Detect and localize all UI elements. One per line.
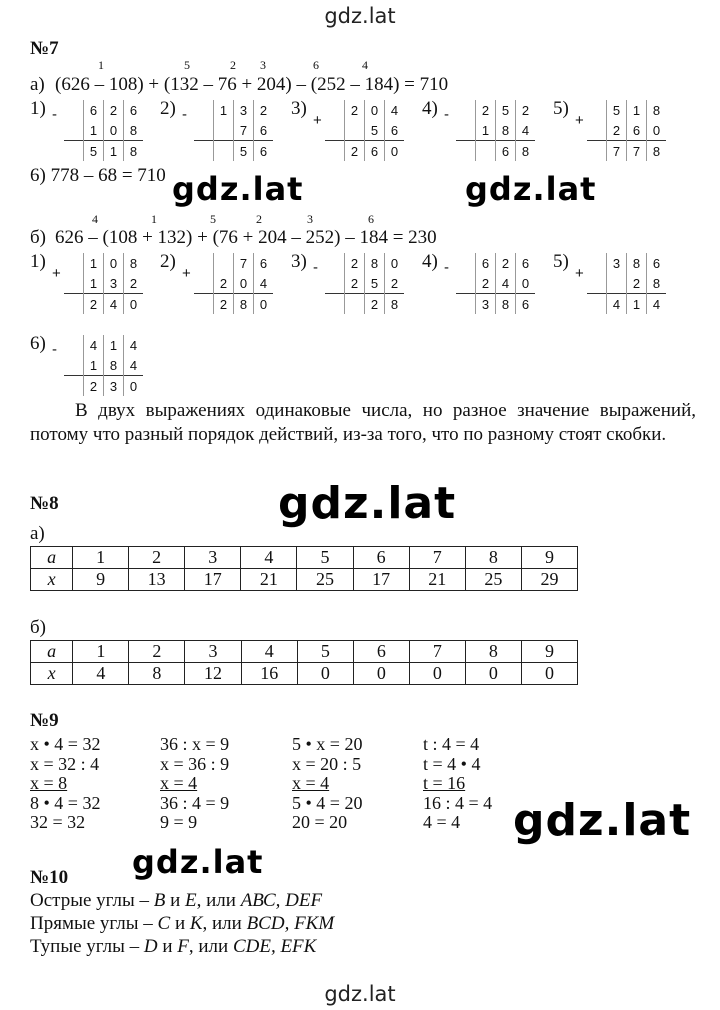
table-cell: 2 — [129, 641, 185, 663]
step-label: 2) — [160, 251, 176, 272]
step-label: 1) — [30, 98, 46, 119]
digit-cell: 2 — [607, 120, 627, 141]
digit-cell: 8 — [647, 141, 667, 162]
digit-cell: 8 — [234, 294, 254, 315]
equation-line: x = 4 — [160, 773, 198, 793]
digit-cell: 0 — [104, 253, 124, 273]
step-6-a: 6) 778 – 68 = 710 — [30, 165, 166, 186]
expression-b: 626 – (108 + 132) + (76 + 204 – 252) – 184 = 230 — [55, 227, 437, 248]
digit-cell — [607, 273, 627, 294]
table-row — [31, 663, 578, 685]
digit-cell: 2 — [476, 100, 496, 120]
digit-cell: 0 — [124, 294, 144, 315]
digit-cell — [214, 141, 234, 162]
digit-cell: 8 — [124, 120, 144, 141]
table-cell: 2 — [129, 547, 185, 569]
table-row — [31, 569, 578, 591]
step-label: 3) — [291, 251, 307, 272]
digit-cell: 0 — [365, 100, 385, 120]
watermark: gdz.lat — [172, 170, 304, 208]
row-header: а — [31, 547, 73, 569]
digit-cell: 2 — [104, 100, 124, 120]
table-cell: 29 — [521, 569, 577, 591]
equation-line: 4 = 4 — [423, 812, 461, 832]
digit-cell: 3 — [104, 376, 124, 397]
column-calculation — [194, 253, 273, 314]
table-cell: 16 — [241, 663, 297, 685]
digit-cell: 1 — [84, 253, 104, 273]
digit-cell: 1 — [84, 355, 104, 376]
digit-cell: 7 — [627, 141, 647, 162]
table-cell: 0 — [465, 663, 521, 685]
order-mark: 1 — [98, 58, 104, 72]
digit-cell: 8 — [496, 120, 516, 141]
order-mark: 3 — [260, 58, 266, 72]
column-calculation — [456, 100, 535, 161]
digit-cell: 8 — [516, 141, 536, 162]
angle-text: F — [177, 936, 189, 957]
digit-cell — [345, 294, 365, 315]
equation-line: 36 : 4 = 9 — [160, 792, 230, 813]
angle-line — [30, 936, 316, 958]
digit-cell: 6 — [84, 100, 104, 120]
table-cell: 9 — [521, 641, 577, 663]
table-cell: 4 — [241, 547, 297, 569]
table-cell: 7 — [409, 641, 465, 663]
column-calculation — [325, 253, 404, 314]
digit-cell: 8 — [647, 273, 667, 294]
angle-text: и — [165, 890, 185, 911]
operator-sign: - — [313, 259, 318, 276]
digit-cell: 7 — [234, 120, 254, 141]
digit-cell: 6 — [647, 253, 667, 273]
equation-line: 5 • 4 = 20 — [292, 792, 363, 813]
order-mark: 2 — [230, 58, 236, 72]
digit-cell: 4 — [516, 120, 536, 141]
operator-sign: + — [575, 265, 584, 282]
watermark: gdz.lat — [465, 170, 597, 208]
digit-cell: 6 — [254, 141, 274, 162]
operator-sign: + — [52, 265, 61, 282]
digit-cell: 6 — [516, 294, 536, 315]
digit-cell — [476, 141, 496, 162]
operator-sign: - — [444, 106, 449, 123]
table-cell: 25 — [297, 569, 353, 591]
step-label: 4) — [422, 251, 438, 272]
digit-cell: 6 — [365, 141, 385, 162]
digit-cell: 4 — [385, 100, 405, 120]
table-cell: 0 — [297, 663, 353, 685]
digit-cell: 5 — [234, 141, 254, 162]
digit-cell: 8 — [365, 253, 385, 273]
digit-cell: 7 — [607, 141, 627, 162]
part-a-prefix: а) — [30, 74, 45, 95]
digit-cell: 0 — [104, 120, 124, 141]
operator-sign: + — [182, 265, 191, 282]
digit-cell: 1 — [84, 120, 104, 141]
table-cell: 5 — [297, 547, 353, 569]
table-cell: 4 — [73, 663, 129, 685]
conclusion-text: В двух выражениях одинаковые числа, но разное значение выражений, потому что разный порядок действий, из-за того, что по разному стоят скобки. — [30, 400, 696, 445]
digit-cell: 5 — [365, 273, 385, 294]
digit-cell: 0 — [254, 294, 274, 315]
step-label: 4) — [422, 98, 438, 119]
angle-text: Прямые углы – — [30, 913, 158, 934]
equation-line: 32 = 32 — [30, 812, 86, 832]
table-cell: 3 — [185, 641, 241, 663]
digit-cell: 3 — [234, 100, 254, 120]
angle-text: и — [157, 936, 178, 957]
digit-cell: 1 — [627, 100, 647, 120]
row-header: а — [31, 641, 73, 663]
digit-cell: 8 — [627, 253, 647, 273]
digit-cell: 6 — [476, 253, 496, 273]
watermark: gdz.lat — [132, 843, 264, 881]
angle-text: Тупые углы – — [30, 936, 144, 957]
digit-cell — [345, 120, 365, 141]
table-cell: 9 — [521, 547, 577, 569]
equation-column — [160, 735, 229, 833]
digit-cell: 4 — [647, 294, 667, 315]
table-cell: 1 — [73, 547, 129, 569]
table-cell: 17 — [185, 569, 241, 591]
order-mark: 6 — [313, 58, 319, 72]
digit-cell: 0 — [516, 273, 536, 294]
digit-cell: 8 — [104, 355, 124, 376]
equation-line: 5 • x = 20 — [292, 734, 363, 754]
table-cell: 21 — [409, 569, 465, 591]
angle-text: , или — [188, 936, 233, 957]
digit-cell: 6 — [516, 253, 536, 273]
column-calculation — [587, 253, 666, 314]
digit-cell: 3 — [607, 253, 627, 273]
table-cell: 0 — [409, 663, 465, 685]
digit-cell: 2 — [124, 273, 144, 294]
angle-text: , или — [202, 913, 247, 934]
table-cell: 4 — [241, 641, 297, 663]
angle-text: К — [189, 913, 203, 934]
order-mark: 6 — [368, 212, 374, 226]
digit-cell: 2 — [627, 273, 647, 294]
digit-cell: 4 — [124, 335, 144, 355]
digit-cell: 2 — [214, 294, 234, 315]
digit-cell: 0 — [385, 253, 405, 273]
table-cell: 8 — [129, 663, 185, 685]
equation-line: t = 16 — [423, 773, 466, 793]
equation-column — [292, 735, 362, 833]
order-mark: 1 — [151, 212, 157, 226]
table-cell: 0 — [353, 663, 409, 685]
column-calculation — [64, 253, 143, 314]
digit-cell: 2 — [345, 141, 365, 162]
digit-cell: 2 — [214, 273, 234, 294]
task-7-heading: №7 — [30, 38, 59, 59]
digit-cell: 4 — [496, 273, 516, 294]
digit-cell: 2 — [84, 376, 104, 397]
table-cell: 5 — [297, 641, 353, 663]
row-header: х — [31, 569, 73, 591]
table-cell: 25 — [465, 569, 521, 591]
table-cell: 6 — [353, 547, 409, 569]
angle-text: D — [143, 936, 158, 957]
equation-line: x = 8 — [30, 773, 68, 793]
digit-cell: 2 — [476, 273, 496, 294]
column-calculation — [456, 253, 535, 314]
table-cell: 1 — [73, 641, 129, 663]
digit-cell: 2 — [516, 100, 536, 120]
angle-text: , или — [196, 890, 241, 911]
digit-cell: 2 — [345, 100, 365, 120]
table-cell: 12 — [185, 663, 241, 685]
table-row — [31, 641, 578, 663]
order-mark: 3 — [307, 212, 313, 226]
table-cell: 9 — [73, 569, 129, 591]
table-cell: 3 — [185, 547, 241, 569]
digit-cell: 8 — [496, 294, 516, 315]
digit-cell: 6 — [124, 100, 144, 120]
watermark: gdz.lat — [513, 795, 692, 846]
angle-text: В — [153, 890, 166, 911]
digit-cell: 5 — [84, 141, 104, 162]
operator-sign: - — [52, 341, 57, 358]
equation-line: x = 36 : 9 — [160, 753, 230, 774]
angle-text: и — [170, 913, 190, 934]
step-label: 1) — [30, 251, 46, 272]
operator-sign: - — [52, 106, 57, 123]
equation-column — [423, 735, 492, 833]
digit-cell: 4 — [124, 355, 144, 376]
equation-line: x = 20 : 5 — [292, 753, 362, 774]
column-calculation — [587, 100, 666, 161]
table-cell: 6 — [353, 641, 409, 663]
order-mark: 5 — [210, 212, 216, 226]
digit-cell: 1 — [84, 273, 104, 294]
table-cell: 0 — [521, 663, 577, 685]
equation-line: x = 32 : 4 — [30, 753, 100, 774]
task-8-heading: №8 — [30, 493, 59, 514]
angle-text: Е — [185, 890, 197, 911]
angle-line — [30, 890, 322, 912]
equation-line: 9 = 9 — [160, 812, 198, 832]
operator-sign: + — [313, 112, 322, 129]
angle-text: BCD, FKM — [246, 913, 335, 934]
operator-sign: + — [575, 112, 584, 129]
digit-cell: 0 — [385, 141, 405, 162]
digit-cell: 6 — [496, 141, 516, 162]
digit-cell: 3 — [476, 294, 496, 315]
step-label: 5) — [553, 251, 569, 272]
equation-line: t : 4 = 4 — [423, 734, 480, 754]
table-cell: 8 — [465, 547, 521, 569]
part-b-label: б) — [30, 617, 46, 638]
digit-cell: 4 — [84, 335, 104, 355]
row-header: х — [31, 663, 73, 685]
task-10-heading: №10 — [30, 867, 69, 888]
angle-text: С — [157, 913, 171, 934]
digit-cell: 6 — [254, 120, 274, 141]
digit-cell: 6 — [254, 253, 274, 273]
equation-line: 16 : 4 = 4 — [423, 792, 493, 813]
digit-cell: 4 — [607, 294, 627, 315]
column-calculation — [194, 100, 273, 161]
table-b — [30, 640, 578, 685]
order-mark: 4 — [92, 212, 98, 226]
equation-line: 36 : x = 9 — [160, 734, 230, 754]
digit-cell: 2 — [496, 253, 516, 273]
task-9-heading: №9 — [30, 710, 59, 731]
digit-cell: 6 — [627, 120, 647, 141]
table-cell: 13 — [129, 569, 185, 591]
equation-line: t = 4 • 4 — [423, 753, 481, 774]
digit-cell: 0 — [124, 376, 144, 397]
digit-cell: 8 — [124, 253, 144, 273]
digit-cell: 8 — [385, 294, 405, 315]
angle-text: CDE, EFK — [232, 936, 317, 957]
angle-line — [30, 913, 334, 935]
part-b-prefix: б) — [30, 227, 46, 248]
table-a — [30, 546, 578, 591]
digit-cell: 2 — [345, 273, 365, 294]
column-calculation — [64, 100, 143, 161]
order-mark: 2 — [256, 212, 262, 226]
digit-cell: 3 — [104, 273, 124, 294]
digit-cell: 1 — [476, 120, 496, 141]
table-cell: 7 — [409, 547, 465, 569]
digit-cell: 1 — [214, 100, 234, 120]
digit-cell: 2 — [345, 253, 365, 273]
step-label: 3) — [291, 98, 307, 119]
equation-line: x = 4 — [292, 773, 330, 793]
order-mark: 5 — [184, 58, 190, 72]
watermark-top: gdz.lat — [324, 4, 396, 28]
watermark: gdz.lat — [278, 478, 457, 529]
equation-column — [30, 735, 100, 833]
digit-cell: 0 — [234, 273, 254, 294]
column-calculation — [325, 100, 404, 161]
step-label: 5) — [553, 98, 569, 119]
table-row — [31, 547, 578, 569]
digit-cell: 5 — [607, 100, 627, 120]
equation-line: 8 • 4 = 32 — [30, 792, 101, 813]
digit-cell: 0 — [647, 120, 667, 141]
angle-text: АВС, DEF — [240, 890, 323, 911]
digit-cell: 2 — [254, 100, 274, 120]
operator-sign: - — [182, 106, 187, 123]
step-label: 2) — [160, 98, 176, 119]
digit-cell: 6 — [385, 120, 405, 141]
column-calculation — [64, 335, 143, 396]
digit-cell: 1 — [104, 335, 124, 355]
equation-line: 20 = 20 — [292, 812, 348, 832]
digit-cell: 5 — [365, 120, 385, 141]
angle-text: Острые углы – — [30, 890, 154, 911]
watermark-bottom: gdz.lat — [324, 982, 396, 1006]
table-cell: 21 — [241, 569, 297, 591]
digit-cell: 4 — [254, 273, 274, 294]
digit-cell: 1 — [104, 141, 124, 162]
digit-cell: 5 — [496, 100, 516, 120]
digit-cell: 4 — [104, 294, 124, 315]
operator-sign: - — [444, 259, 449, 276]
order-mark: 4 — [362, 58, 368, 72]
expression-a: (626 – 108) + (132 – 76 + 204) – (252 – 184) = 710 — [55, 74, 449, 95]
digit-cell: 1 — [627, 294, 647, 315]
digit-cell: 7 — [234, 253, 254, 273]
digit-cell: 2 — [365, 294, 385, 315]
digit-cell — [214, 120, 234, 141]
digit-cell: 8 — [124, 141, 144, 162]
digit-cell: 2 — [385, 273, 405, 294]
part-a-label: а) — [30, 523, 45, 544]
equation-line: x • 4 = 32 — [30, 734, 101, 754]
digit-cell — [214, 253, 234, 273]
table-cell: 8 — [465, 641, 521, 663]
step-label: 6) — [30, 333, 46, 354]
table-cell: 17 — [353, 569, 409, 591]
digit-cell: 2 — [84, 294, 104, 315]
digit-cell: 8 — [647, 100, 667, 120]
